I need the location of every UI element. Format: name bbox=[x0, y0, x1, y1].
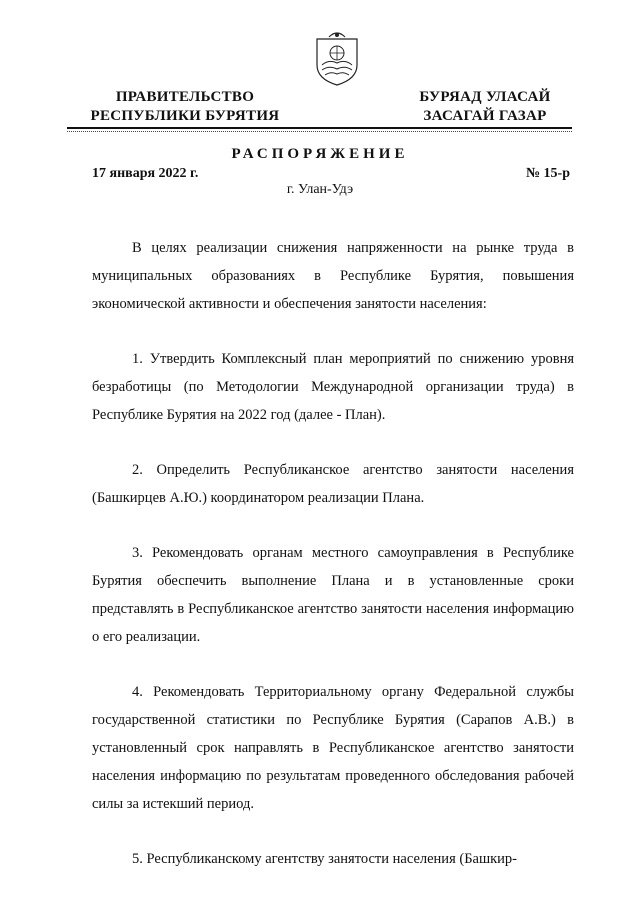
government-name-line2: РЕСПУБЛИКИ БУРЯТИЯ bbox=[90, 108, 280, 124]
government-name-line1: ПРАВИТЕЛЬСТВО bbox=[115, 89, 255, 105]
paragraph-preamble: В целях реализации снижения напряженности на рынке труда в муниципальных образованиях в Республике Бурятия, повышения экономической активности и обеспечения занятости населения: bbox=[92, 240, 574, 312]
header-rule bbox=[67, 127, 572, 129]
document-body bbox=[92, 234, 574, 900]
header-dotted-rule bbox=[67, 131, 572, 132]
paragraph-1: 1. Утвердить Комплексный план мероприятий по снижению уровня безработицы (по Методологии Международной организации труда) в Республике Бурятия на 2022 год (далее - План). bbox=[92, 351, 574, 423]
paragraph-4: 4. Рекомендовать Территориальному органу Федеральной службы государственной статистики по Республике Бурятия (Сарапов А.В.) в установленный срок направлять в Республиканское агентство занятости населения информацию по результатам проведенного обследования рабочей силы за истекший период. bbox=[92, 684, 574, 812]
document-city: г. Улан-Удэ bbox=[286, 182, 354, 197]
paragraph-2: 2. Определить Республиканское агентство занятости населения (Башкирцев А.Ю.) координатором реализации Плана. bbox=[92, 462, 574, 506]
document-type-title: РАСПОРЯЖЕНИЕ bbox=[231, 146, 409, 162]
document-date: 17 января 2022 г. bbox=[92, 166, 199, 181]
government-name-buryat bbox=[400, 88, 570, 126]
government-name-russian bbox=[80, 88, 290, 126]
government-name-buryat-line2: ЗАСАГАЙ ГАЗАР bbox=[423, 108, 547, 124]
paragraph-5: 5. Республиканскому агентству занятости населения (Башкир- bbox=[132, 851, 518, 867]
document-number: № 15-р bbox=[525, 166, 570, 181]
paragraph-3: 3. Рекомендовать органам местного самоуправления в Республике Бурятия обеспечить выполнение Плана и в установленные сроки представлять в Республиканское агентство занятости населения информацию о его реализации. bbox=[92, 545, 574, 645]
government-name-buryat-line1: БУРЯАД УЛАСАЙ bbox=[419, 89, 551, 105]
coat-of-arms-icon bbox=[313, 29, 361, 87]
